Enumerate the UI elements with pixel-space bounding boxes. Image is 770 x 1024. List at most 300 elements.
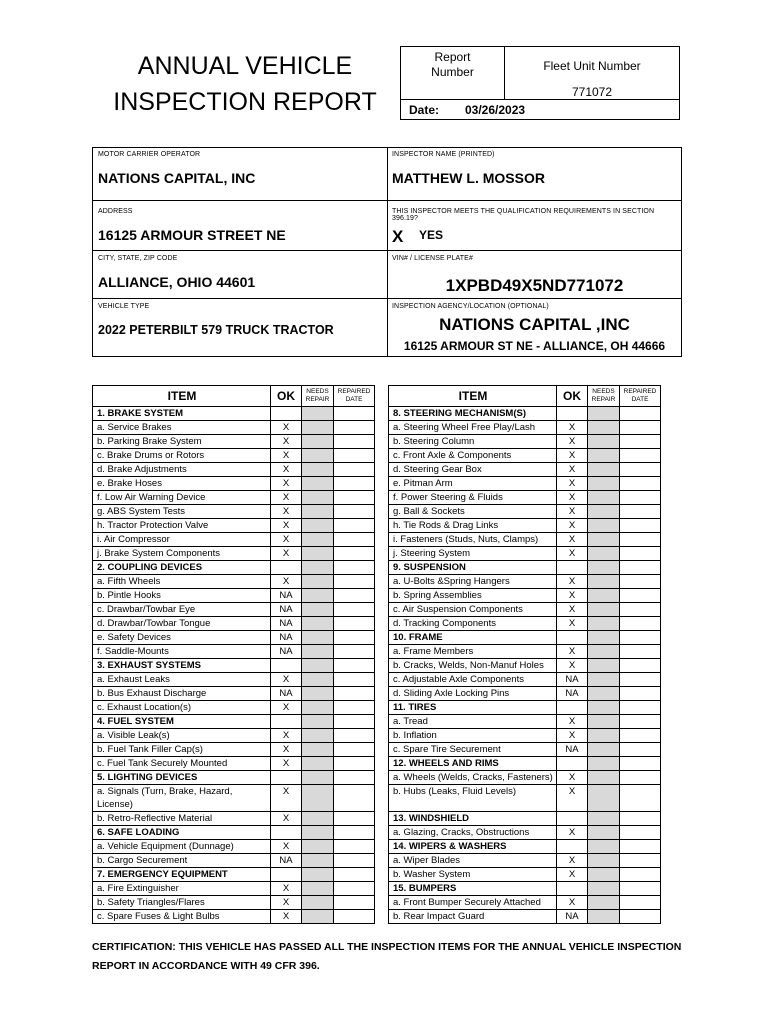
ok-cell: X xyxy=(271,463,302,477)
table-row xyxy=(93,673,375,687)
needs-repair-cell xyxy=(588,491,620,505)
header-box xyxy=(400,46,680,120)
ok-cell: X xyxy=(271,435,302,449)
ok-cell xyxy=(271,771,302,785)
repaired-date-cell xyxy=(334,533,375,547)
ok-cell xyxy=(557,631,588,645)
table-row xyxy=(389,659,661,673)
table-row xyxy=(93,449,375,463)
table-row xyxy=(93,435,375,449)
item-label: c. Adjustable Axle Components xyxy=(389,673,557,687)
item-label: a. Wheels (Welds, Cracks, Fasteners) xyxy=(389,771,557,785)
needs-repair-cell xyxy=(302,435,334,449)
item-label: b. Hubs (Leaks, Fluid Levels) xyxy=(389,785,557,799)
ok-cell: NA xyxy=(271,645,302,659)
table-row xyxy=(93,645,375,659)
ok-cell: NA xyxy=(557,910,588,924)
item-label: d. Steering Gear Box xyxy=(389,463,557,477)
section-title: 14. WIPERS & WASHERS xyxy=(389,840,557,854)
item-label: j. Brake System Components xyxy=(93,547,271,561)
needs-repair-cell xyxy=(302,910,334,924)
report-title-line2: INSPECTION REPORT xyxy=(113,88,377,116)
repaired-date-cell xyxy=(620,435,661,449)
address-label: ADDRESS xyxy=(98,208,133,215)
ok-cell: X xyxy=(557,785,588,812)
ok-cell: X xyxy=(271,477,302,491)
table-row xyxy=(93,701,375,715)
needs-repair-cell xyxy=(302,533,334,547)
repaired-date-cell xyxy=(334,840,375,854)
section-title: 13. WINDSHIELD xyxy=(389,812,557,826)
item-label: b. Bus Exhaust Discharge xyxy=(93,687,271,701)
section-row xyxy=(389,407,661,421)
item-label: i. Fasteners (Studs, Nuts, Clamps) xyxy=(389,533,557,547)
item-label: a. Frame Members xyxy=(389,645,557,659)
repaired-date-cell xyxy=(620,617,661,631)
table-row xyxy=(389,533,661,547)
needs-repair-cell xyxy=(302,519,334,533)
needs-repair-cell xyxy=(588,463,620,477)
table-row xyxy=(389,603,661,617)
item-label: d. Brake Adjustments xyxy=(93,463,271,477)
needs-repair-cell xyxy=(302,477,334,491)
repaired-date-cell xyxy=(620,673,661,687)
table-row xyxy=(389,673,661,687)
table-row xyxy=(389,729,661,743)
table-row xyxy=(93,547,375,561)
table-row xyxy=(93,896,375,910)
section-row xyxy=(93,407,375,421)
section-row xyxy=(389,812,661,826)
repaired-date-cell xyxy=(334,659,375,673)
section-title: 2. COUPLING DEVICES xyxy=(93,561,271,575)
section-title: 6. SAFE LOADING xyxy=(93,826,271,840)
ok-cell: X xyxy=(557,715,588,729)
table-row xyxy=(389,771,661,785)
needs-repair-cell xyxy=(302,868,334,882)
needs-repair-cell xyxy=(302,701,334,715)
needs-repair-cell xyxy=(588,617,620,631)
city-value: ALLIANCE, OHIO 44601 xyxy=(98,274,256,290)
needs-repair-cell xyxy=(302,673,334,687)
agency-address: 16125 ARMOUR ST NE - ALLIANCE, OH 44666 xyxy=(403,339,666,353)
needs-repair-cell xyxy=(588,771,620,785)
repaired-date-cell xyxy=(620,854,661,868)
repaired-date-cell xyxy=(334,785,375,812)
repaired-date-cell xyxy=(334,463,375,477)
repaired-date-cell xyxy=(334,729,375,743)
needs-repair-cell xyxy=(302,407,334,421)
repaired-date-cell xyxy=(334,687,375,701)
ok-cell: NA xyxy=(271,589,302,603)
qualification-checkbox-mark: X xyxy=(392,227,404,246)
section-title: 8. STEERING MECHANISM(S) xyxy=(389,407,557,421)
city-label: CITY, STATE, ZIP CODE xyxy=(98,255,178,262)
repaired-date-cell xyxy=(620,715,661,729)
ok-cell: X xyxy=(557,519,588,533)
section-row xyxy=(93,771,375,785)
ok-cell xyxy=(271,561,302,575)
table-row xyxy=(93,589,375,603)
ok-cell: X xyxy=(271,743,302,757)
ok-cell: NA xyxy=(271,603,302,617)
repaired-date-cell xyxy=(620,631,661,645)
section-title: 7. EMERGENCY EQUIPMENT xyxy=(93,868,271,882)
repaired-date-cell xyxy=(620,589,661,603)
table-row xyxy=(389,505,661,519)
needs-repair-cell xyxy=(588,533,620,547)
repaired-date-cell xyxy=(334,589,375,603)
section-row xyxy=(93,868,375,882)
repaired-date-cell xyxy=(334,812,375,826)
item-label: e. Pitman Arm xyxy=(389,477,557,491)
needs-repair-cell xyxy=(302,505,334,519)
section-title: 9. SUSPENSION xyxy=(389,561,557,575)
item-label: c. Brake Drums or Rotors xyxy=(93,449,271,463)
repaired-date-cell xyxy=(620,407,661,421)
ok-cell: X xyxy=(557,477,588,491)
ok-cell: X xyxy=(271,882,302,896)
repaired-date-cell xyxy=(334,631,375,645)
repaired-date-cell xyxy=(334,435,375,449)
item-label: b. Fuel Tank Filler Cap(s) xyxy=(93,743,271,757)
section-row xyxy=(93,561,375,575)
repaired-date-cell xyxy=(620,729,661,743)
qualification-value: YES xyxy=(419,228,444,242)
section-title: 4. FUEL SYSTEM xyxy=(93,715,271,729)
table-row xyxy=(389,715,661,729)
needs-repair-cell xyxy=(302,715,334,729)
needs-repair-cell xyxy=(302,547,334,561)
needs-repair-cell xyxy=(302,603,334,617)
table-row xyxy=(389,421,661,435)
needs-repair-cell xyxy=(302,785,334,812)
needs-repair-cell xyxy=(588,840,620,854)
item-label: a. Tread xyxy=(389,715,557,729)
repaired-date-cell xyxy=(620,868,661,882)
repaired-date-cell xyxy=(620,910,661,924)
repaired-date-cell xyxy=(620,785,661,812)
needs-repair-cell xyxy=(588,673,620,687)
needs-repair-cell xyxy=(588,407,620,421)
repaired-date-header: REPAIRED DATE xyxy=(334,386,375,407)
item-label: a. Service Brakes xyxy=(93,421,271,435)
item-label: b. Washer System xyxy=(389,868,557,882)
table-row xyxy=(93,743,375,757)
needs-repair-cell xyxy=(302,659,334,673)
repaired-date-cell xyxy=(620,505,661,519)
item-label: a. Front Bumper Securely Attached xyxy=(389,896,557,910)
needs-repair-cell xyxy=(302,882,334,896)
needs-repair-cell xyxy=(302,463,334,477)
item-label: a. Steering Wheel Free Play/Lash xyxy=(389,421,557,435)
item-label: f. Power Steering & Fluids xyxy=(389,491,557,505)
repaired-date-cell xyxy=(620,757,661,771)
ok-cell xyxy=(557,812,588,826)
ok-header: OK xyxy=(271,386,302,407)
qualification-label: THIS INSPECTOR MEETS THE QUALIFICATION REQUIREMENTS IN SECTION 396.19? xyxy=(392,208,655,222)
ok-cell: X xyxy=(557,645,588,659)
repaired-date-cell xyxy=(620,421,661,435)
needs-repair-cell xyxy=(302,743,334,757)
repaired-date-cell xyxy=(334,617,375,631)
table-row xyxy=(389,854,661,868)
ok-cell: X xyxy=(271,547,302,561)
needs-repair-cell xyxy=(588,882,620,896)
table-row xyxy=(93,631,375,645)
table-row xyxy=(389,617,661,631)
section-row xyxy=(93,715,375,729)
needs-repair-cell xyxy=(302,449,334,463)
fleet-unit-value: 771072 xyxy=(571,85,613,99)
table-row xyxy=(93,729,375,743)
table-row xyxy=(93,463,375,477)
needs-repair-cell xyxy=(588,603,620,617)
ok-cell: X xyxy=(557,771,588,785)
needs-repair-cell xyxy=(588,421,620,435)
inspection-table-left xyxy=(92,385,375,924)
needs-repair-cell xyxy=(302,575,334,589)
table-row xyxy=(389,463,661,477)
repaired-date-cell xyxy=(620,575,661,589)
ok-cell: X xyxy=(557,491,588,505)
needs-repair-cell xyxy=(302,771,334,785)
item-label: g. Ball & Sockets xyxy=(389,505,557,519)
ok-cell: X xyxy=(557,659,588,673)
item-label: b. Steering Column xyxy=(389,435,557,449)
ok-cell: X xyxy=(271,896,302,910)
report-number-label: Report Number xyxy=(431,50,474,79)
repaired-date-cell xyxy=(334,701,375,715)
item-label: e. Safety Devices xyxy=(93,631,271,645)
ok-cell: X xyxy=(271,701,302,715)
needs-repair-cell xyxy=(302,757,334,771)
ok-cell: X xyxy=(557,435,588,449)
ok-cell: X xyxy=(271,421,302,435)
needs-repair-cell xyxy=(588,435,620,449)
table-row xyxy=(389,826,661,840)
ok-cell: X xyxy=(557,729,588,743)
table-row xyxy=(389,910,661,924)
table-row xyxy=(93,812,375,826)
item-label: b. Spring Assemblies xyxy=(389,589,557,603)
needs-repair-cell xyxy=(302,617,334,631)
needs-repair-cell xyxy=(588,743,620,757)
ok-cell: X xyxy=(271,449,302,463)
section-title: 10. FRAME xyxy=(389,631,557,645)
table-row xyxy=(389,589,661,603)
needs-repair-cell xyxy=(588,854,620,868)
repaired-date-cell xyxy=(334,854,375,868)
repaired-date-cell xyxy=(620,687,661,701)
table-row xyxy=(93,854,375,868)
item-label: a. Exhaust Leaks xyxy=(93,673,271,687)
repaired-date-cell xyxy=(334,449,375,463)
needs-repair-cell xyxy=(588,519,620,533)
ok-cell: X xyxy=(271,505,302,519)
agency-label: INSPECTION AGENCY/LOCATION (OPTIONAL) xyxy=(392,303,549,310)
item-label: b. Parking Brake System xyxy=(93,435,271,449)
ok-cell xyxy=(271,715,302,729)
item-label: c. Exhaust Location(s) xyxy=(93,701,271,715)
ok-cell: X xyxy=(557,896,588,910)
ok-cell: NA xyxy=(271,687,302,701)
needs-repair-cell xyxy=(588,826,620,840)
needs-repair-cell xyxy=(588,505,620,519)
repaired-date-cell xyxy=(620,896,661,910)
needs-repair-cell xyxy=(302,840,334,854)
section-row xyxy=(93,659,375,673)
ok-cell xyxy=(557,882,588,896)
item-header: ITEM xyxy=(389,386,557,407)
needs-repair-cell xyxy=(302,421,334,435)
repaired-date-cell xyxy=(334,575,375,589)
ok-header: OK xyxy=(557,386,588,407)
table-row xyxy=(389,896,661,910)
table-row xyxy=(389,449,661,463)
repaired-date-cell xyxy=(334,477,375,491)
repaired-date-cell xyxy=(334,896,375,910)
repaired-date-cell xyxy=(334,771,375,785)
ok-cell xyxy=(557,701,588,715)
item-label: c. Drawbar/Towbar Eye xyxy=(93,603,271,617)
fleet-unit-label: Fleet Unit Number xyxy=(543,59,641,73)
repaired-date-cell xyxy=(620,477,661,491)
repaired-date-cell xyxy=(620,701,661,715)
repaired-date-cell xyxy=(334,505,375,519)
ok-cell xyxy=(271,826,302,840)
needs-repair-cell xyxy=(302,645,334,659)
item-label: c. Fuel Tank Securely Mounted xyxy=(93,757,271,771)
repaired-date-cell xyxy=(334,673,375,687)
item-label: a. Glazing, Cracks, Obstructions xyxy=(389,826,557,840)
section-row xyxy=(389,757,661,771)
repaired-date-cell xyxy=(620,603,661,617)
table-row xyxy=(93,477,375,491)
needs-repair-cell xyxy=(588,659,620,673)
table-row xyxy=(389,519,661,533)
needs-repair-header: NEEDS REPAIR xyxy=(588,386,620,407)
motor-carrier-label: MOTOR CARRIER OPERATOR xyxy=(98,151,201,158)
item-label: c. Spare Tire Securement xyxy=(389,743,557,757)
table-row xyxy=(389,435,661,449)
ok-cell: X xyxy=(557,617,588,631)
item-label xyxy=(389,798,557,812)
table-row xyxy=(93,910,375,924)
repaired-date-cell xyxy=(334,547,375,561)
ok-cell xyxy=(557,840,588,854)
repaired-date-cell xyxy=(620,547,661,561)
motor-carrier-value: NATIONS CAPITAL, INC xyxy=(98,170,256,186)
section-title: 5. LIGHTING DEVICES xyxy=(93,771,271,785)
repaired-date-cell xyxy=(620,882,661,896)
table-row xyxy=(389,743,661,757)
item-header: ITEM xyxy=(93,386,271,407)
table-row xyxy=(389,491,661,505)
needs-repair-cell xyxy=(588,687,620,701)
agency-name: NATIONS CAPITAL ,INC xyxy=(439,315,630,334)
ok-cell: X xyxy=(271,910,302,924)
ok-cell: NA xyxy=(271,631,302,645)
item-label: a. Vehicle Equipment (Dunnage) xyxy=(93,840,271,854)
item-label: h. Tractor Protection Valve xyxy=(93,519,271,533)
needs-repair-cell xyxy=(588,812,620,826)
ok-cell: X xyxy=(557,854,588,868)
needs-repair-cell xyxy=(588,561,620,575)
certification-statement: CERTIFICATION: THIS VEHICLE HAS PASSED ALL THE INSPECTION ITEMS FOR THE ANNUAL VEHICLE INSPECTION REPORT IN ACCORDANCE WITH 49 CFR 396. xyxy=(92,941,682,972)
section-title: 11. TIRES xyxy=(389,701,557,715)
section-title: 12. WHEELS AND RIMS xyxy=(389,757,557,771)
item-label: License) xyxy=(93,798,271,812)
ok-cell: X xyxy=(271,533,302,547)
repaired-date-cell xyxy=(334,561,375,575)
needs-repair-cell xyxy=(588,896,620,910)
repaired-date-cell xyxy=(620,826,661,840)
item-label: b. Inflation xyxy=(389,729,557,743)
repaired-date-cell xyxy=(334,645,375,659)
table-row xyxy=(389,547,661,561)
ok-cell: NA xyxy=(271,854,302,868)
repaired-date-cell xyxy=(334,826,375,840)
repaired-date-cell xyxy=(620,812,661,826)
section-title: 15. BUMPERS xyxy=(389,882,557,896)
item-label: a. Signals (Turn, Brake, Hazard, xyxy=(93,785,271,799)
repaired-date-header: REPAIRED DATE xyxy=(620,386,661,407)
needs-repair-cell xyxy=(588,785,620,812)
ok-cell: X xyxy=(557,826,588,840)
table-row xyxy=(389,687,661,701)
repaired-date-cell xyxy=(334,603,375,617)
vin-value: 1XPBD49X5ND771072 xyxy=(445,276,624,295)
needs-repair-cell xyxy=(302,812,334,826)
repaired-date-cell xyxy=(334,757,375,771)
ok-cell: X xyxy=(271,491,302,505)
section-row xyxy=(389,882,661,896)
needs-repair-cell xyxy=(588,449,620,463)
ok-cell xyxy=(557,757,588,771)
ok-cell xyxy=(271,659,302,673)
needs-repair-cell xyxy=(588,589,620,603)
item-label: d. Drawbar/Towbar Tongue xyxy=(93,617,271,631)
inspector-value: MATTHEW L. MOSSOR xyxy=(392,170,545,186)
date-value: 03/26/2023 xyxy=(465,103,526,117)
ok-cell xyxy=(557,561,588,575)
repaired-date-cell xyxy=(620,491,661,505)
item-label: i. Air Compressor xyxy=(93,533,271,547)
table-row xyxy=(93,505,375,519)
needs-repair-cell xyxy=(588,701,620,715)
table-row xyxy=(93,687,375,701)
item-label: h. Tie Rods & Drag Links xyxy=(389,519,557,533)
ok-cell: X xyxy=(557,449,588,463)
section-title: 1. BRAKE SYSTEM xyxy=(93,407,271,421)
table-row xyxy=(93,757,375,771)
item-label: b. Rear Impact Guard xyxy=(389,910,557,924)
item-label: e. Brake Hoses xyxy=(93,477,271,491)
item-label: c. Front Axle & Components xyxy=(389,449,557,463)
ok-cell: X xyxy=(557,868,588,882)
needs-repair-cell xyxy=(302,561,334,575)
needs-repair-cell xyxy=(588,715,620,729)
ok-cell: X xyxy=(557,547,588,561)
table-row xyxy=(93,603,375,617)
needs-repair-cell xyxy=(588,575,620,589)
ok-cell: NA xyxy=(557,687,588,701)
repaired-date-cell xyxy=(620,561,661,575)
item-label: d. Tracking Components xyxy=(389,617,557,631)
repaired-date-cell xyxy=(620,519,661,533)
needs-repair-cell xyxy=(588,645,620,659)
